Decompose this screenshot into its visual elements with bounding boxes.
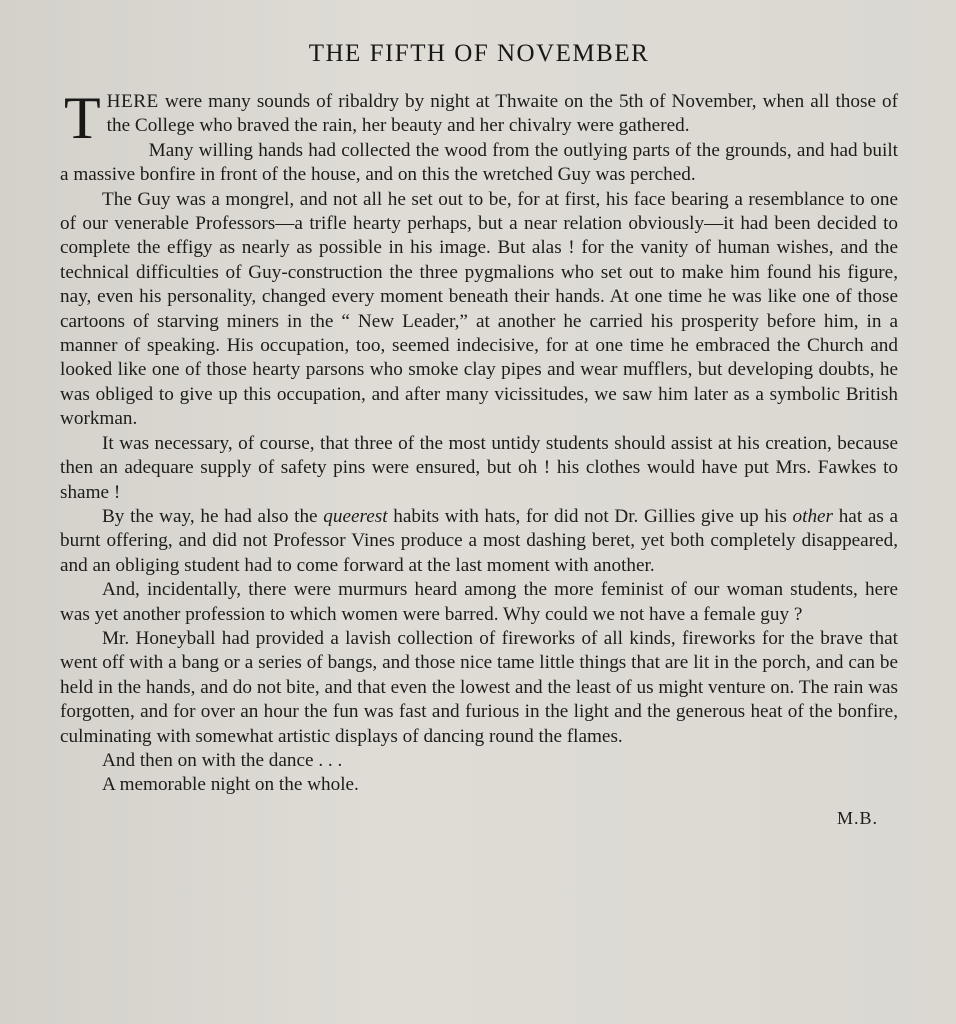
paragraph-1 (60, 85, 898, 151)
paragraph-7: Mr. Honeyball had provided a lavish collection of fireworks of all kinds, fireworks for the brave that went off with a bang or a series of bangs, and those nice tame little things that are lit in the porch, and can be held in the hands, and do not bite, and that even the lowest and the least of us might venture on. The rain was forgotten, and for over an hour the fun was fast and furious in the light and the generous heat of the bonfire, culminating with somewhat artistic displays of dancing round the flames. (60, 627, 898, 747)
paragraph-2: Many willing hands had collected the wood from the outlying parts of the grounds, and had built a massive bonfire in front of the house, and on this the wretched Guy was perched. (60, 139, 898, 186)
author-signature: M.B. (836, 807, 878, 828)
paragraph-4: It was necessary, of course, that three of the most untidy students should assist at his creation, because then an adequare supply of safety pins were ensured, but oh ! his clothes would have put Mrs. Fawkes to shame ! (60, 432, 898, 503)
paragraph-3: The Guy was a mongrel, and not all he set out to be, for at first, his face bearing a resemblance to one of our venerable Professors—a trifle hearty perhaps, but a near relation obviously—it had been decided to complete the effigy as nearly as possible in his image. But alas ! for the vanity of human wishes, and the technical difficulties of Guy-construction the three pygmalions who set out to make him found his figure, nay, even his personality, changed every moment beneath their hands. At one time he was like one of those cartoons of starving miners in the “ New Leader,” at another he carried his prosperity before him, in a manner of speaking. His occupation, too, seemed indecisive, for at one time he embraced the Church and looked like one of those hearty parsons who smoke clay pipes and wear mufflers, but developing doubts, he was obliged to give up this occupation, and after many vicissitudes, we saw him later as a symbolic British workman. (60, 188, 898, 430)
italic-queerest: queerest (323, 505, 388, 527)
paragraph-5-part-e: hat as a burnt offering, and did not Professor Vines produce a most dashing beret, yet both completely disappeared, and an obliging student had to come forward at the last moment with another. (60, 505, 899, 576)
paragraph-6: And, incidentally, there were murmurs heard among the more feminist of our woman students, here was yet another profession to which women were barred. Why could we not have a female guy ? (60, 579, 898, 625)
article-title: THE FIFTH OF NOVEMBER (308, 40, 650, 67)
italic-other: other (792, 505, 834, 527)
paragraph-1-text: were many sounds of ribaldry by night at Thwaite on the 5th of November, when all those of the College who braved the rain, her beauty and her chivalry were gathered. (106, 91, 898, 137)
drop-cap: T (64, 85, 101, 151)
paragraph-5-part-a: By the way, he had also the (102, 505, 324, 527)
paragraph-5 (60, 505, 898, 578)
paragraph-8: And then on with the dance . . . (102, 749, 343, 771)
paragraph-9: A memorable night on the whole. (102, 774, 359, 796)
article-body (60, 85, 899, 798)
paragraph-5-part-c: habits with hats, for did not Dr. Gillies give up his (387, 505, 793, 527)
opening-word: HERE (106, 91, 159, 112)
